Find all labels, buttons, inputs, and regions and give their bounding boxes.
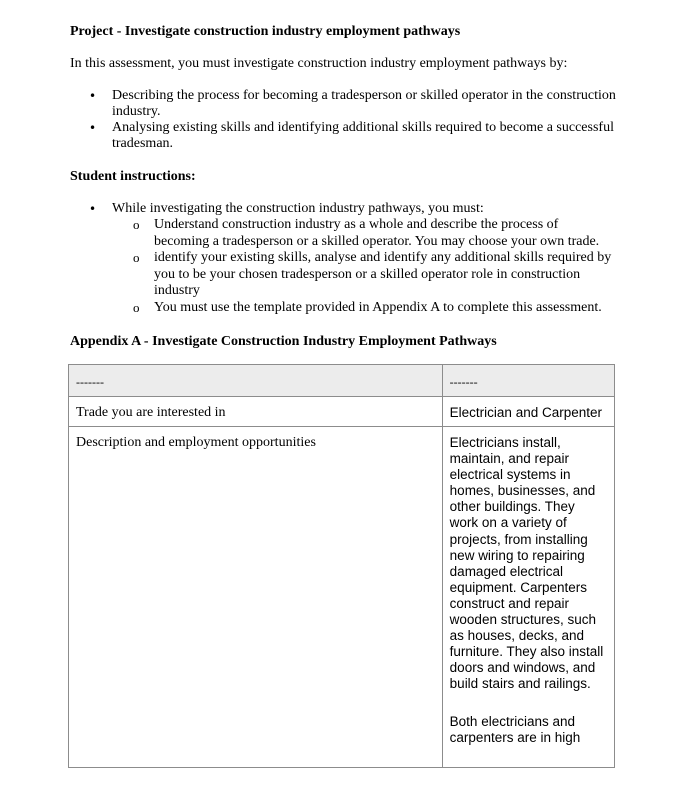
table-label-cell	[69, 397, 443, 427]
table-header-cell	[442, 365, 614, 397]
bullet-text: While investigating the construction industry pathways, you must:	[112, 201, 484, 216]
list-item	[112, 217, 614, 250]
description-value	[443, 427, 614, 767]
list-item	[86, 201, 626, 217]
table-row	[69, 427, 615, 768]
instructions-sub-list	[112, 217, 614, 316]
description-paragraph: Electricians install, maintain, and repair electrical systems in homes, businesses, and other buildings. They work on a variety of projects, from installing new wiring to repairing damaged electrical equipment. Carpenters construct and repair wooden structures, such as houses, decks, and furniture. They also install doors and windows, and build stairs and railings.	[449, 435, 604, 692]
instructions-bullet-list	[86, 201, 626, 217]
appendix-table	[68, 364, 615, 768]
list-item	[86, 88, 626, 120]
table-header-row	[69, 365, 615, 397]
trade-value: Electrician and Carpenter	[449, 405, 603, 420]
list-item	[112, 250, 614, 300]
bullet-text: Analysing existing skills and identifying additional skills required to become a successful tradesman.	[112, 120, 614, 151]
table-value-cell[interactable]	[442, 397, 614, 427]
sub-bullet-icon: o	[133, 217, 140, 232]
table-value-cell[interactable]	[442, 427, 614, 768]
list-item	[86, 120, 626, 152]
sub-item-text: Understand construction industry as a whole and describe the process of becoming a tradesperson or a skilled operator. You may choose your own trade.	[154, 217, 600, 249]
table-label-cell	[69, 427, 443, 768]
bullet-icon: •	[89, 121, 97, 135]
header-label: -------	[76, 375, 104, 389]
trade-label: Trade you are interested in	[76, 405, 226, 420]
bullet-icon: •	[89, 202, 97, 216]
header-label: -------	[449, 375, 478, 389]
bullet-text: Describing the process for becoming a tradesperson or skilled operator in the construction industry.	[112, 88, 616, 119]
project-bullet-list	[86, 88, 626, 152]
intro-text: In this assessment, you must investigate construction industry employment pathways by:	[70, 56, 568, 71]
list-item	[112, 300, 614, 317]
instructions-heading: Student instructions:	[70, 169, 196, 184]
sub-item-text: identify your existing skills, analyse and identify any additional skills required by you to be your chosen tradesperson or a skilled operator role in construction industry	[154, 250, 612, 298]
description-paragraph: Both electricians and carpenters are in high	[449, 713, 581, 745]
table-row	[69, 397, 615, 427]
description-label: Description and employment opportunities	[76, 435, 316, 450]
bullet-icon: •	[89, 89, 97, 103]
project-title: Project - Investigate construction industry employment pathways	[70, 24, 461, 39]
table-header-cell	[69, 365, 443, 397]
sub-bullet-icon: o	[133, 299, 140, 315]
sub-item-text: You must use the template provided in Appendix A to complete this assessment.	[154, 299, 602, 315]
appendix-heading: Appendix A - Investigate Construction Industry Employment Pathways	[70, 334, 497, 349]
sub-bullet-icon: o	[133, 250, 140, 265]
